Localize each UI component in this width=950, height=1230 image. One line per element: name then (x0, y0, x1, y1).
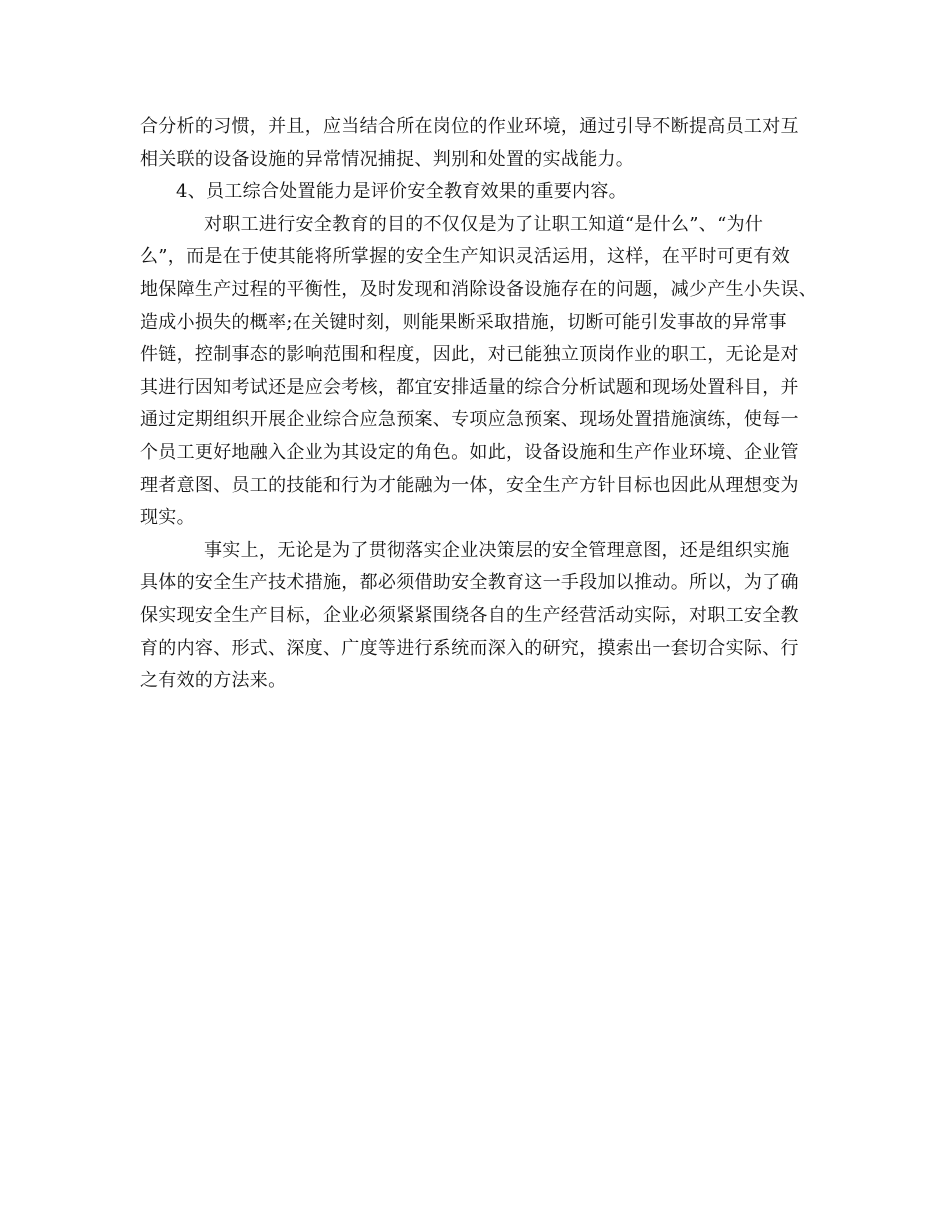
text-line: 个员工更好地融入企业为其设定的角色。如此，设备设施和生产作业环境、企业管 (140, 441, 799, 463)
text-line: 通过定期组织开展企业综合应急预案、专项应急预案、现场处置措施演练，使每一 (140, 409, 799, 431)
text-line: 么”，而是在于使其能将所掌握的安全生产知识灵活运用，这样，在平时可更有效 (140, 246, 790, 268)
document-body (140, 111, 818, 698)
text-line: 保实现安全生产目标，企业必须紧紧围绕各自的生产经营活动实际，对职工安全教 (140, 604, 799, 626)
text-line: 现实。 (140, 507, 195, 529)
paragraph-body-1 (140, 209, 818, 535)
text-line: 其进行因知考试还是应会考核，都宜安排适量的综合分析试题和现场处置科目，并 (140, 376, 799, 398)
text-line: 相关联的设备设施的异常情况捕捉、判别和处置的实战能力。 (140, 148, 635, 170)
heading-line: 4、员工综合处置能力是评价安全教育效果的重要内容。 (176, 181, 627, 203)
text-line: 育的内容、形式、深度、广度等进行系统而深入的研究，摸索出一套切合实际、行 (140, 637, 799, 659)
text-line: 合分析的习惯，并且，应当结合所在岗位的作业环境，通过引导不断提高员工对互 (140, 116, 799, 137)
section-heading-4 (140, 176, 812, 209)
paragraph-continued (140, 111, 812, 176)
text-line: 理者意图、员工的技能和行为才能融为一体，安全生产方针目标也因此从理想变为 (140, 474, 799, 496)
text-line: 事实上，无论是为了贯彻落实企业决策层的安全管理意图，还是组织实施 (204, 539, 790, 561)
text-line: 对职工进行安全教育的目的不仅仅是为了让职工知道“是什么”、“为什 (204, 213, 764, 235)
text-line: 造成小损失的概率;在关键时刻，则能果断采取措施，切断可能引发事故的异常事 (140, 311, 787, 333)
paragraph-body-2 (140, 535, 812, 698)
text-line: 之有效的方法来。 (140, 670, 287, 692)
text-line: 件链，控制事态的影响范围和程度，因此，对已能独立顶岗作业的职工，无论是对 (140, 344, 799, 366)
text-line: 地保障生产过程的平衡性，及时发现和消除设备设施存在的问题，减少产生小失误、 (140, 278, 818, 300)
text-line: 具体的安全生产技术措施，都必须借助安全教育这一手段加以推动。所以，为了确 (140, 572, 799, 594)
